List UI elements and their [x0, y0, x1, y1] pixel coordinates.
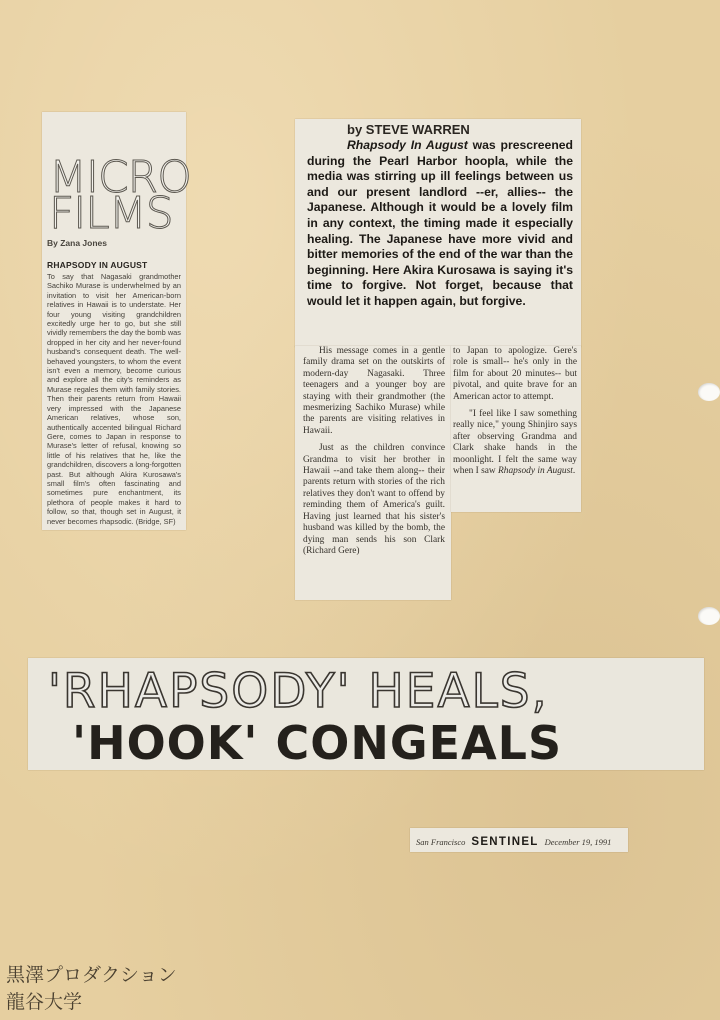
column-2-paragraph-1: to Japan to apologize. Gere's role is small-- he's only in the film for about 20 minutes-- but pivotal, and quite brave for an American actor to attempt. — [453, 346, 577, 402]
microfilms-clipping — [42, 112, 191, 530]
headline-line-2: 'HOOK' CONGEALS — [72, 716, 563, 770]
source-paper: SENTINEL — [471, 836, 539, 848]
headline-clipping — [28, 658, 704, 770]
column-1-paragraph-1: His message comes in a gentle family drama set on the outskirts of modern-day Nagasaki. Three teenagers and a younger boy are staying with their grandmother (the mesmerizing Sachiko Murase) while the parents are visiting relatives in Hawaii. — [303, 346, 445, 436]
article-column-2 — [451, 346, 581, 512]
headline-line-1: 'RHAPSODY' HEALS, — [48, 664, 549, 719]
article-lede — [307, 138, 573, 310]
article-lede-clipping — [295, 119, 581, 347]
microfilms-logo — [47, 152, 191, 239]
logo-line-2: FILMS — [49, 188, 173, 239]
column-2-period: . — [572, 466, 576, 477]
column-2-text: "I feel like I saw something really nice," young Shinjiro says after observing Grandma and Clark shake hands in the moonlight. I felt the same way when I saw — [453, 409, 577, 477]
source-clipping — [410, 828, 628, 852]
microfilms-byline: By Zana Jones — [47, 238, 107, 248]
film-title-inline: Rhapsody in August — [498, 466, 573, 477]
lede-text: was prescreened during the Pearl Harbor hoopla, while the media was stirring up ill feelings between us and our present landlord --er, allies-- the Japanese. Although it would be a lovely film in any context, the timing made it especially healing. The Japanese have more vivid and bitter memories of the end of the war than the beginning. Here Akira Kurosawa is saying it's time to forgive. Not forget, because that would let it happen again, but forgive. — [307, 138, 573, 308]
punch-hole-top — [698, 383, 720, 401]
source-city: San Francisco — [416, 837, 466, 847]
watermark-line-2: 龍谷大学 — [6, 991, 83, 1013]
logo-line-1: MICRO — [49, 152, 191, 203]
archive-watermark — [6, 962, 177, 1016]
column-1-paragraph-2: Just as the children convince Grandma to visit her brother in Hawaii --and take them along-- their parents return with stories of the rich relatives they don't want to offend by reminding them of America's guilt. Having just learned that his sister's husband was killed by the bomb, the dying man sends his son Clark (Richard Gere) — [303, 443, 445, 556]
article-byline: by STEVE WARREN — [347, 122, 470, 137]
source-date: December 19, 1991 — [544, 837, 612, 847]
punch-hole-bottom — [698, 607, 720, 625]
article-column-1 — [295, 346, 451, 600]
film-title: Rhapsody In August — [347, 138, 468, 152]
watermark-line-1: 黒澤プロダクション — [6, 964, 177, 986]
microfilms-review-heading: RHAPSODY IN AUGUST — [47, 260, 148, 270]
column-2-paragraph-2 — [453, 409, 577, 477]
microfilms-review-body: To say that Nagasaki grandmother Sachiko Murase is underwhelmed by an invitation to visit her American-born relatives in Hawaii is to understate. Her four young visiting grandchildren excitedly urge her to go, but she still vividly remembers the day the bomb was dropped in her city and her never-found husband's consequent death. The well-behaved youngsters, to whom the event isn't even a memory, become curious and explore all the city's reminders as Murase regales them with family stories. Then their parents return from Hawaii very impressed with the Japanese American relatives, whose son, authentically accented bilingual Richard Gere, comes to Japan in response to Murase's letter of refusal, knowing so little of his relatives that he, like the grandchildren, discovers a long-forgotten past. But although Akira Kurosawa's small film's often fascinating and sometimes pure enchantment, its plethora of people makes it hard to follow, so that, though set in August, it never becomes rhapsodic. (Bridge, SF) — [47, 272, 181, 526]
